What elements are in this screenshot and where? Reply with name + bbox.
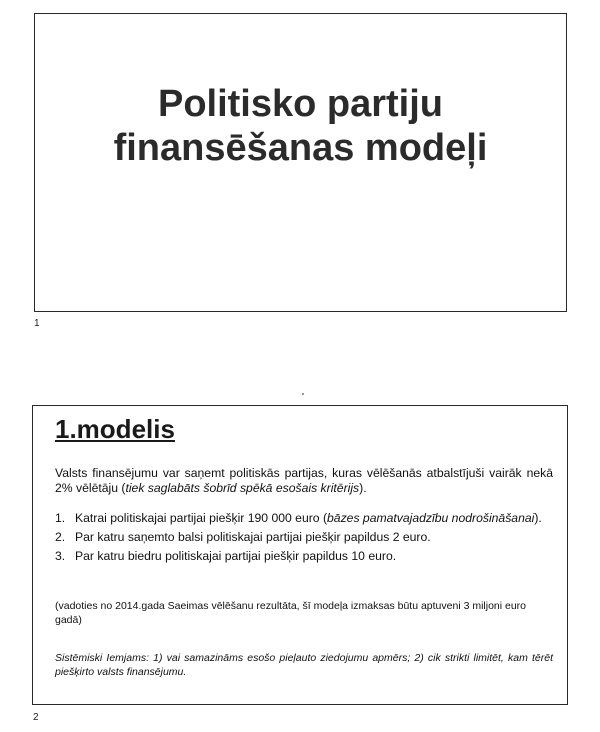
slide-number-1: 1 bbox=[34, 318, 40, 329]
slide-1 bbox=[34, 13, 567, 312]
cost-note: (vadoties no 2014.gada Saeimas vēlēšanu rezultāta, šī modeļa izmaksas būtu aptuveni 3 miljoni euro gadā) bbox=[55, 600, 527, 626]
list-item-text: Par katru saņemto balsi politiskajai partijai piešķir papildus 2 euro. bbox=[75, 530, 431, 544]
criticism-note: Sistēmiski Iemjams: 1) vai samazināms esošo pieļauto ziedojumu apmērs; 2) cik strikti limitēt, kam tērēt piešķirto valsts finansējumu. bbox=[55, 652, 553, 678]
intro-paragraph bbox=[55, 466, 553, 496]
title-line-1: Politisko partiju bbox=[157, 83, 444, 125]
slide-number-2: 2 bbox=[33, 712, 39, 723]
list-item-number: 2. bbox=[55, 530, 66, 544]
scan-speck bbox=[302, 393, 304, 395]
intro-text: Valsts finansējumu var saņemt politiskās partijas, kuras vēlēšanās atbalstījuši vairāk nekā 2% vēlētāju ( bbox=[55, 466, 553, 495]
list-item-text: Katrai politiskajai partijai piešķir 190 000 euro ( bbox=[75, 511, 328, 525]
list-item-number: 3. bbox=[55, 549, 66, 563]
list-item-number: 1. bbox=[55, 511, 66, 525]
intro-italic: tiek saglabāts šobrīd spēkā esošais kritērijs bbox=[125, 481, 360, 495]
slide-2 bbox=[32, 405, 568, 705]
model-list bbox=[55, 511, 553, 568]
slide-2-heading: 1.modelis bbox=[55, 414, 175, 444]
list-item bbox=[55, 530, 553, 545]
list-item-end: ). bbox=[534, 511, 542, 525]
list-item bbox=[55, 549, 553, 564]
intro-end: ). bbox=[359, 481, 367, 495]
list-item-text: Par katru biedru politiskajai partijai piešķir papildus 10 euro. bbox=[75, 549, 397, 563]
slide-1-title bbox=[35, 82, 566, 170]
list-item bbox=[55, 511, 553, 526]
title-line-2: finansēšanas modeļi bbox=[113, 127, 488, 169]
list-item-italic: bāzes pamatvajadzību nodrošināšanai bbox=[327, 511, 535, 525]
